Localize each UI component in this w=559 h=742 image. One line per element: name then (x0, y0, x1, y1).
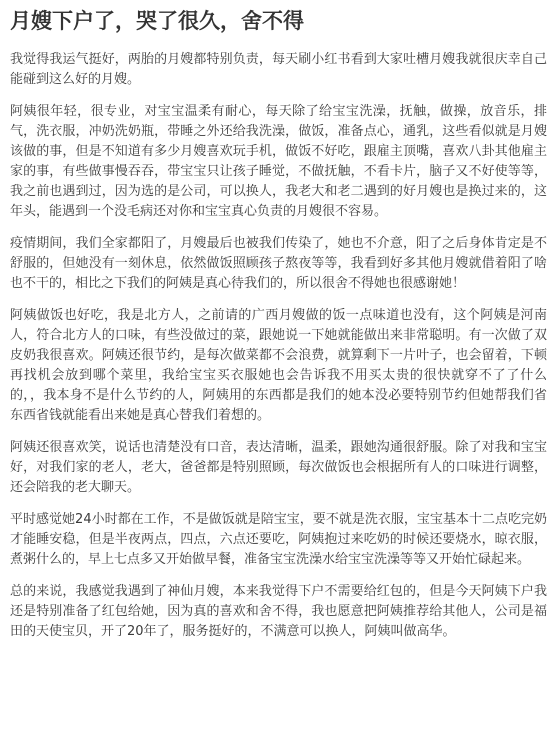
post-paragraph-5: 阿姨还很喜欢笑，说话也清楚没有口音，表达清晰，温柔，跟她沟通很舒服。除了对我和宝宝好，对我们家的老人，老大，爸爸都是特别照顾，每次做饭也会根据所有人的口味进行调整，还会陪我的老大聊天。 (10, 440, 547, 495)
post-paragraph-4: 阿姨做饭也好吃，我是北方人，之前请的广西月嫂做的饭一点味道也没有，这个阿姨是河南人，符合北方人的口味，有些没做过的菜，跟她说一下她就能做出来非常聪明。有一次做了双皮奶我很喜欢。阿姨还很节约，是每次做菜都不会浪费，就算剩下一片叶子，也会留着，下顿再找机会放到哪个菜里，我给宝宝买衣服她也会告诉我不用买太贵的很快就穿不了了什么的，，我本身不是什么节约的人，阿姨用的东西都是我们的她本没必要特别节约但她帮我们省东西省钱就能看出来她是真心替我们着想的。 (10, 308, 547, 423)
post-paragraph-2: 阿姨很年轻，很专业，对宝宝温柔有耐心，每天除了给宝宝洗澡，抚触，做操，放音乐，排气，洗衣服，冲奶洗奶瓶，带睡之外还给我洗澡，做饭，准备点心，通乳，这些看似就是月嫂该做的事，但是不知道有多少月嫂喜欢玩手机，做饭不好吃，跟雇主顶嘴，喜欢八卦其他雇主家的事，有些做事慢吞吞，带宝宝只让孩子睡觉，不做抚触，不看卡片，脑子又不好使等等，我之前也遇到过，因为选的是公司，可以换人，我老大和老二遇到的好月嫂也是换过来的，这年头，能遇到一个没毛病还对你和宝宝真心负责的月嫂很不容易。 (10, 104, 547, 219)
post-paragraph-1: 我觉得我运气挺好，两胎的月嫂都特别负责，每天刷小红书看到大家吐槽月嫂我就很庆幸自己能碰到这么好的月嫂。 (10, 52, 547, 87)
post-paragraph-6: 平时感觉她24小时都在工作，不是做饭就是陪宝宝，要不就是洗衣服，宝宝基本十二点吃完奶才能睡安稳，但是半夜两点，四点，六点还要吃，阿姨抱过来吃奶的时候还要烧水，晾衣服，煮粥什么的，早上七点多又开始做早餐，准备宝宝洗澡水给宝宝洗澡等等又开始忙碌起来。 (10, 512, 547, 567)
post-paragraph-3: 疫情期间，我们全家都阳了，月嫂最后也被我们传染了，她也不介意，阳了之后身体肯定是不舒服的，但她没有一刻休息，依然做饭照顾孩子熬夜等等，我看到好多其他月嫂就借着阳了啥也不干的，相比之下我们的阿姨是真心待我们的，所以很舍不得她也很感谢她！ (10, 236, 547, 291)
post-title: 月嫂下户了，哭了很久，舍不得 (10, 9, 304, 33)
post-paragraph-7: 总的来说，我感觉我遇到了神仙月嫂，本来我觉得下户不需要给红包的，但是今天阿姨下户我还是特别准备了红包给她，因为真的喜欢和舍不得，我也愿意把阿姨推荐给其他人，公司是福田的天使宝贝，开了20年了，服务挺好的，不满意可以换人，阿姨叫做高华。 (10, 584, 547, 639)
post-body (10, 50, 547, 642)
